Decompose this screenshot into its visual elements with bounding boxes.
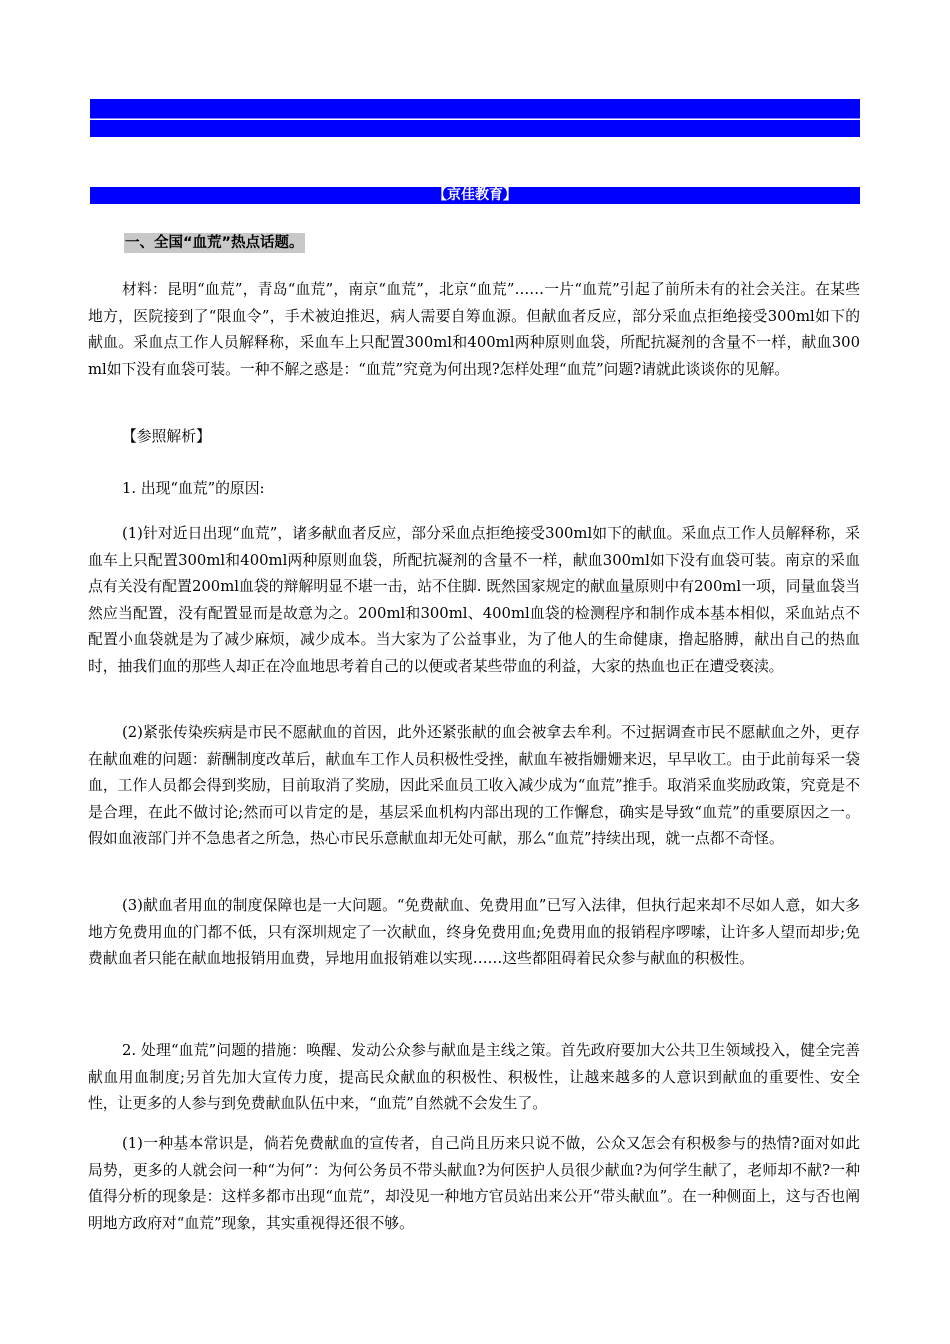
reference-analysis-title: 【参照解析】	[122, 428, 211, 445]
brand-header-bar	[90, 187, 860, 204]
cause-paragraph-2: (2)紧张传染疾病是市民不愿献血的首因，此外还紧张献的血会被拿去牟利。不过据调查市民不愿献血之外，更存在献血难的问题：薪酬制度改革后，献血车工作人员积极性受挫，献血车被指姗姗来迟，早早收工。由于此前每采一袋血，工作人员都会得到奖励，目前取消了奖励，因此采血员工收入减少成为“血荒”推手。取消采血奖励政策，究竟是不是合理，在此不做讨论;然而可以肯定的是，基层采血机构内部出现的工作懈怠，确实是导致“血荒”的重要原因之一。假如血液部门并不急患者之所急，热心市民乐意献血却无处可献，那么“血荒”持续出现，就一点都不奇怪。	[88, 724, 860, 848]
brand-label: 【京佳教育】	[433, 187, 517, 203]
cause-title: 1. 出现“血荒”的原因:	[122, 480, 265, 497]
top-banner-bar-lower	[90, 120, 860, 137]
cause-paragraph-1: (1)针对近日出现“血荒”，诸多献血者反应，部分采血点拒绝接受300ml如下的献血。采血点工作人员解释称，采血车上只配置300ml和400ml两种原则血袋，所配抗凝剂的含量不一样，献血300ml如下没有血袋可装。南京的采血点有关没有配置200ml血袋的辩解明显不堪一击，站不住脚. 既然国家规定的献血量原则中有200ml一项，同量血袋当然应当配置，没有配置显而是故意为之。200ml和300ml、400ml血袋的检测程序和制作成本基本相似，采血站点不配置小血袋就是为了减少麻烦，减少成本。当大家为了公益事业，为了他人的生命健康，撸起胳膊，献出自己的热血时，抽我们血的那些人却正在冷血地思考着自己的以便或者某些带血的利益，大家的热血也正在遭受亵渎。	[88, 525, 860, 675]
material-paragraph: 材料：昆明“血荒”，青岛“血荒”，南京“血荒”，北京“血荒”……一片“血荒”引起了前所未有的社会关注。在某些地方，医院接到了“限血令”，手术被迫推迟，病人需要自筹血源。但献血者反应，部分采血点拒绝接受300ml如下的献血。采血点工作人员解释称，采血车上只配置300ml和400ml两种原则血袋，所配抗凝剂的含量不一样，献血300ml如下没有血袋可装。一种不解之惑是：“血荒”究竟为何出现?怎样处理“血荒”问题?请就此谈谈你的见解。	[88, 281, 860, 378]
banner-divider	[90, 118, 860, 119]
cause-paragraph-3: (3)献血者用血的制度保障也是一大问题。“免费献血、免费用血”已写入法律，但执行起来却不尽如人意，如大多地方免费用血的门都不低，只有深圳规定了一次献血，终身免费用血;免费用血的报销程序啰嗦，让许多人望而却步;免费献血者只能在献血地报销用血费，异地用血报销难以实现……这些都阻碍着民众参与献血的积极性。	[88, 897, 860, 968]
top-banner-bar	[90, 99, 860, 118]
measure-paragraph-1: (1)一种基本常识是，倘若免费献血的宣传者，自己尚且历来只说不做，公众又怎会有积极参与的热情?面对如此局势，更多的人就会问一种“为何”：为何公务员不带头献血?为何医护人员很少献血?为何学生献了，老师却不献?一种值得分析的现象是：这样多都市出现“血荒”，却没见一种地方官员站出来公开“带头献血”。在一种侧面上，这与否也阐明地方政府对“血荒”现象，其实重视得还很不够。	[88, 1135, 860, 1232]
section-heading: 一、全国“血荒”热点话题。	[125, 235, 304, 251]
measures-intro-paragraph: 2. 处理“血荒”问题的措施：唤醒、发动公众参与献血是主线之策。首先政府要加大公共卫生领域投入，健全完善献血用血制度;另首先加大宣传力度，提高民众献血的积极性、积极性，让越来越多的人意识到献血的重要性、安全性，让更多的人参与到免费献血队伍中来，“血荒”自然就不会发生了。	[88, 1042, 860, 1113]
